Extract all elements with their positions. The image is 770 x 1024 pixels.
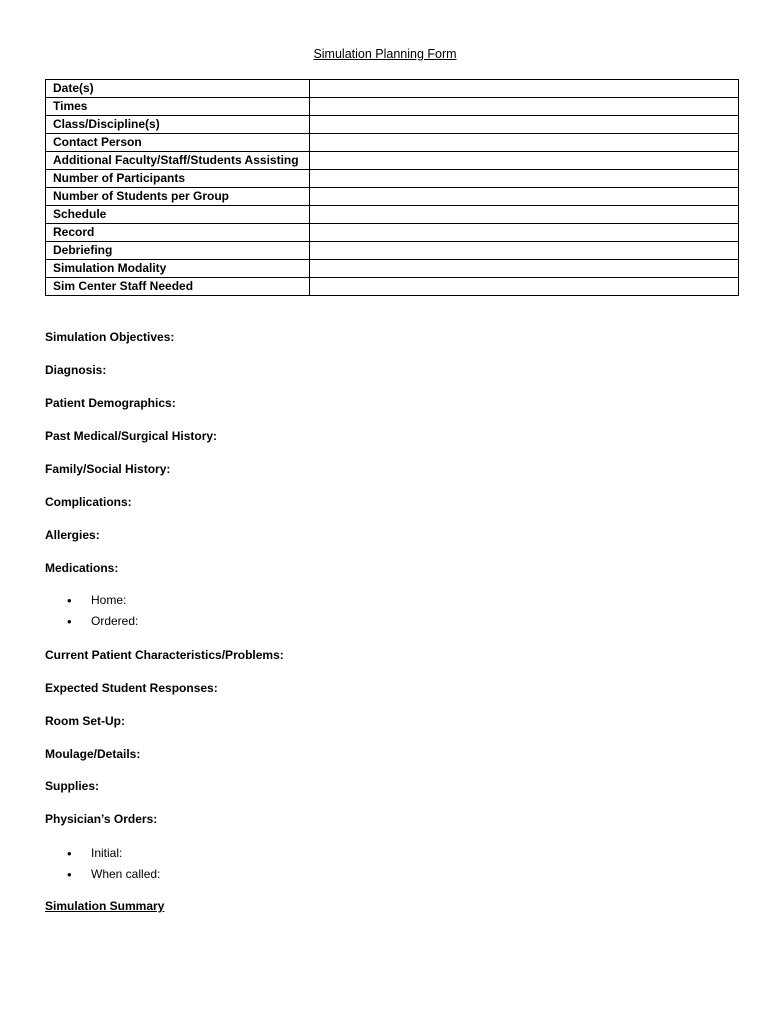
row-label: Debriefing [46,242,310,260]
row-label: Times [46,98,310,116]
orders-list [67,843,160,885]
complications-heading: Complications: [45,495,132,509]
list-item [67,843,160,864]
row-value-field[interactable] [310,152,739,170]
row-label: Number of Students per Group [46,188,310,206]
table-row [46,152,739,170]
bullet-icon: • [67,614,72,629]
row-label: Contact Person [46,134,310,152]
list-item-label: Initial: [91,846,123,860]
moulage-heading: Moulage/Details: [45,747,141,761]
list-item-label: Ordered: [91,614,139,628]
list-item-label: When called: [91,867,161,881]
row-value-field[interactable] [310,98,739,116]
row-label: Class/Discipline(s) [46,116,310,134]
table-row [46,242,739,260]
row-value-field[interactable] [310,242,739,260]
row-value-field[interactable] [310,260,739,278]
family-history-heading: Family/Social History: [45,462,171,476]
table-row [46,206,739,224]
row-label: Number of Participants [46,170,310,188]
summary-heading: Simulation Summary [45,899,165,913]
table-row [46,188,739,206]
row-label: Schedule [46,206,310,224]
row-value-field[interactable] [310,134,739,152]
bullet-icon: • [67,846,72,861]
demographics-heading: Patient Demographics: [45,396,176,410]
row-value-field[interactable] [310,224,739,242]
bullet-icon: • [67,593,72,608]
row-value-field[interactable] [310,170,739,188]
table-row [46,116,739,134]
diagnosis-heading: Diagnosis: [45,363,107,377]
orders-heading: Physician’s Orders: [45,812,158,826]
form-title: Simulation Planning Form [313,47,457,61]
bullet-icon: • [67,867,72,882]
list-item [67,590,138,611]
row-value-field[interactable] [310,116,739,134]
objectives-heading: Simulation Objectives: [45,330,175,344]
room-setup-heading: Room Set-Up: [45,714,125,728]
row-label: Additional Faculty/Staff/Students Assisting [46,152,310,170]
row-label: Record [46,224,310,242]
table-row [46,134,739,152]
responses-heading: Expected Student Responses: [45,681,218,695]
list-item [67,611,138,632]
list-item-label: Home: [91,593,127,607]
table-row [46,224,739,242]
row-value-field[interactable] [310,188,739,206]
medications-list [67,590,138,632]
table-row [46,170,739,188]
row-value-field[interactable] [310,80,739,98]
characteristics-heading: Current Patient Characteristics/Problems: [45,648,284,662]
table-row [46,278,739,296]
allergies-heading: Allergies: [45,528,100,542]
row-value-field[interactable] [310,278,739,296]
info-table [45,79,739,296]
medications-heading: Medications: [45,561,119,575]
table-row [46,260,739,278]
past-history-heading: Past Medical/Surgical History: [45,429,218,443]
table-row [46,98,739,116]
row-value-field[interactable] [310,206,739,224]
row-label: Simulation Modality [46,260,310,278]
row-label: Sim Center Staff Needed [46,278,310,296]
table-row [46,80,739,98]
row-label: Date(s) [46,80,310,98]
list-item [67,864,160,885]
supplies-heading: Supplies: [45,779,100,793]
